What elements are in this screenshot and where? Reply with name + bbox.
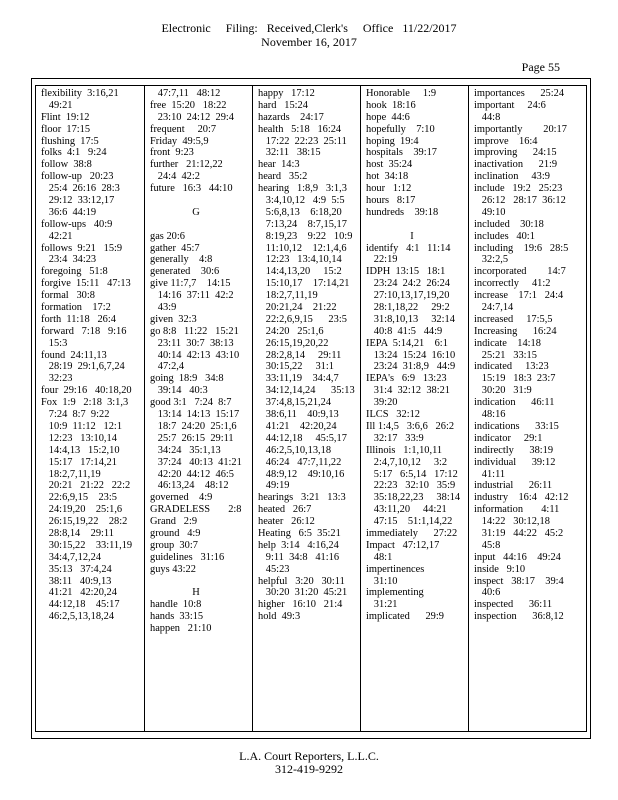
index-entry-line: 43:11,20 44:21	[366, 504, 447, 516]
index-entry-line: impertinences	[366, 563, 425, 575]
index-entry-line: hoping 19:4	[366, 135, 419, 147]
index-entry-line: 23:24 31:8,9 44:9	[366, 361, 456, 373]
index-entry-line: 14:16 37:11 42:2	[150, 290, 234, 302]
index-entry-line: give 11:7,7 14:15	[150, 278, 231, 290]
index-entry-line: good 3:1 7:24 8:7	[150, 397, 232, 409]
index-entry-line: implementing	[366, 587, 424, 599]
index-entry-line: free 15:20 18:22	[150, 99, 227, 111]
index-entry-line: forth 11:18 26:4	[41, 313, 116, 325]
index-entry-line: include 19:2 25:23	[474, 183, 563, 195]
index-entry-line: heard 35:2	[258, 171, 308, 183]
index-entry-line: immediately 27:22	[366, 527, 458, 539]
index-entry-line: 32:17 33:9	[366, 432, 424, 444]
index-entry-line: Friday 49:5,9	[150, 135, 209, 147]
index-column-4	[360, 86, 468, 731]
word-index-box	[31, 78, 591, 739]
index-entry-line: indications 33:15	[474, 420, 559, 432]
index-entry-line: 7:24 8:7 9:22	[41, 409, 110, 421]
index-entry-line: inactivation 21:9	[474, 159, 558, 171]
index-entry-line: hours 8:17	[366, 195, 416, 207]
index-entry-line: Ill 1:4,5 3:6,6 26:2	[366, 420, 455, 432]
index-entry-line: increase 17:1 24:4	[474, 290, 564, 302]
blank-line	[150, 219, 248, 231]
index-entry-line: 48:1	[366, 551, 393, 563]
index-entry-line: indicated 13:23	[474, 361, 549, 373]
index-entry-line: further 21:12,22	[150, 159, 223, 171]
index-entry-line: 24:19,20 25:1,6	[41, 504, 123, 516]
index-entry-line: 26:12 28:17 36:12	[474, 195, 566, 207]
index-entry-line: help 3:14 4:16,24	[258, 539, 339, 551]
index-entry-line: 44:8	[474, 111, 501, 123]
index-entry-line: 23:11 30:7 38:13	[150, 337, 234, 349]
index-entry-line: industry 16:4 42:12	[474, 492, 569, 504]
section-letter: I	[410, 230, 414, 242]
index-entry-line: folks 4:1 9:24	[41, 147, 107, 159]
index-entry-line: hospitals 39:17	[366, 147, 438, 159]
index-entry-line: inside 9:10	[474, 563, 526, 575]
index-entry-line: 31:8,10,13 32:14	[366, 313, 455, 325]
index-entry-line: 41:21 42:20,24	[258, 420, 337, 432]
index-entry-line: 41:11	[474, 468, 506, 480]
index-entry-line: 37:4,8,15,21,24	[258, 397, 332, 409]
index-entry-line: incorrectly 41:2	[474, 278, 551, 290]
index-entry-line: incorporated 14:7	[474, 266, 566, 278]
index-entry-line: 30:15,22 31:1	[258, 361, 334, 373]
index-entry-line: 14:22 30:12,18	[474, 516, 550, 528]
index-entry-line: 40:14 42:13 43:10	[150, 349, 240, 361]
index-entry-line: hold 49:3	[258, 611, 301, 623]
index-entry-line: 17:22 22:23 25:11	[258, 135, 347, 147]
index-entry-line: 35:18,22,23 38:14	[366, 492, 461, 504]
index-entry-line: 26:15,19,22 28:2	[41, 516, 128, 528]
index-entry-line: 49:19	[258, 480, 290, 492]
index-entry-line: 38:6,11 40:9,13	[258, 409, 339, 421]
index-column-2	[144, 86, 252, 731]
index-entry-line: 44:12,18 45:5,17	[258, 432, 347, 444]
index-entry-line: hope 44:6	[366, 111, 410, 123]
index-entry-line: 7:13,24 8:7,15,17	[258, 218, 347, 230]
index-entry-line: increased 17:5,5	[474, 313, 553, 325]
index-entry-line: heated 26:7	[258, 504, 312, 516]
index-entry-line: 13:14 14:13 15:17	[150, 409, 240, 421]
index-entry-line: 34:24 35:1,13	[150, 444, 221, 456]
index-entry-line: group 30:7	[150, 539, 198, 551]
index-entry-line: 13:24 15:24 16:10	[366, 349, 456, 361]
index-entry-line: importances 25:24	[474, 88, 565, 99]
index-entry-line: IEPA 5:14,21 6:1	[366, 337, 448, 349]
index-entry-line: 26:15,19,20,22	[258, 337, 329, 349]
blank-line	[150, 195, 248, 207]
reporter-company: L.A. Court Reporters, L.L.C.	[239, 749, 379, 763]
reporter-phone: 312-419-9292	[275, 762, 343, 776]
index-entry-line: generally 4:8	[150, 254, 213, 266]
index-entry-line: indicator 29:1	[474, 432, 543, 444]
index-entry-line: 49:21	[41, 99, 73, 111]
index-entry-line: 45:8	[474, 539, 501, 551]
index-entry-line: hearing 1:8,9 3:1,3	[258, 183, 347, 195]
index-entry-line: 36:6 44:19	[41, 206, 97, 218]
index-entry-line: 39:14 40:3	[150, 385, 208, 397]
index-entry-line: Increasing 16:24	[474, 325, 557, 337]
index-entry-line: 23:24 24:2 26:24	[366, 278, 450, 290]
index-entry-line: GRADELESS 2:8	[150, 504, 242, 516]
index-entry-line: 29:12 33:12,17	[41, 195, 115, 207]
index-entry-line: inspection 36:8,12	[474, 611, 564, 623]
index-entry-line: 9:11 34:8 41:16	[258, 551, 340, 563]
index-entry-line: four 29:16 40:18,20	[41, 385, 132, 397]
index-entry-line: flexibility 3:16,21	[41, 88, 119, 99]
index-entry-line: follow 38:8	[41, 159, 92, 171]
index-entry-line: improving 24:15	[474, 147, 557, 159]
index-entry-line: front 9:23	[150, 147, 194, 159]
index-entry-line: ILCS 32:12	[366, 409, 420, 421]
section-letter: H	[192, 587, 200, 599]
index-entry-line: Illinois 1:1,10,11	[366, 444, 443, 456]
index-column-3	[252, 86, 360, 731]
index-entry-line: inspect 38:17 39:4	[474, 575, 564, 587]
index-entry-line: follows 9:21 15:9	[41, 242, 123, 254]
index-entry-line: 12:23 13:10,14	[41, 432, 117, 444]
index-entry-line: 14:4,13 15:2,10	[41, 444, 120, 456]
index-entry-line: 32:2,5	[474, 254, 509, 266]
index-entry-line: 39:20	[366, 397, 398, 409]
index-entry-line: hundreds 39:18	[366, 206, 439, 218]
index-entry-line: 22:23 32:10 35:9	[366, 480, 456, 492]
index-entry-line: 46:2,5,13,18,24	[41, 611, 115, 623]
index-entry-line: 40:8 41:5 44:9	[366, 325, 443, 337]
index-entry-line: importantly 20:17	[474, 123, 567, 135]
index-entry-line: 20:21 21:22 22:2	[41, 480, 131, 492]
index-entry-line: 28:19 29:1,6,7,24	[41, 361, 125, 373]
index-entry-line: 34:12,14,24 35:13	[258, 385, 355, 397]
index-entry-line: going 18:9 34:8	[150, 373, 224, 385]
index-entry-line: 32:11 38:15	[258, 147, 321, 159]
index-entry-line: 23:10 24:12 29:4	[150, 111, 234, 123]
index-entry-line: 5:6,8,13 6:18,20	[258, 206, 342, 218]
index-entry-line: input 44:16 49:24	[474, 551, 561, 563]
index-entry-line: 24:4 42:2	[150, 171, 200, 183]
index-entry-line: 10:9 11:12 12:1	[41, 420, 123, 432]
blank-line	[150, 576, 248, 588]
index-entry-line: formal 30:8	[41, 290, 95, 302]
index-entry-line: 20:21,24 21:22	[258, 302, 337, 314]
index-entry-line: information 4:11	[474, 504, 560, 516]
index-entry-line: 38:11 40:9,13	[41, 575, 112, 587]
index-entry-line: higher 16:10 21:4	[258, 599, 343, 611]
index-entry-line: 23:4 34:23	[41, 254, 97, 266]
index-entry-line: 46:2,5,10,13,18	[258, 444, 332, 456]
index-entry-line: 18:2,7,11,19	[258, 290, 318, 302]
index-entry-line: 30:20 31:20 45:21	[258, 587, 348, 599]
index-entry-line: hear 14:3	[258, 159, 300, 171]
index-entry-line: forgive 15:11 47:13	[41, 278, 131, 290]
index-entry-line: 22:6,9,15 23:5	[41, 492, 117, 504]
index-entry-line: 49:10	[474, 206, 506, 218]
index-entry-line: 8:19,23 9:22 10:9	[258, 230, 353, 242]
index-entry-line: 44:12,18 45:17	[41, 599, 120, 611]
index-entry-line: hour 1:12	[366, 183, 412, 195]
index-entry-line: flushing 17:5	[41, 135, 99, 147]
index-entry-line: hook 18:16	[366, 99, 416, 111]
index-entry-line: improve 16:4	[474, 135, 538, 147]
index-entry-line: 46:24 47:7,11,22	[258, 456, 342, 468]
index-entry-line: heater 26:12	[258, 516, 315, 528]
index-entry-line: 48:9,12 49:10,16	[258, 468, 345, 480]
index-entry-line: 35:13 37:4,24	[41, 563, 112, 575]
blank-line	[366, 219, 464, 231]
index-entry-line: 25:7 26:15 29:11	[150, 432, 234, 444]
index-entry-line: industrial 26:11	[474, 480, 553, 492]
index-entry-line: follow-up 20:23	[41, 171, 114, 183]
word-index-grid	[35, 85, 587, 732]
index-entry-line: 47:7,11 48:12	[150, 88, 221, 99]
index-entry-line: 31:4 32:12 38:21	[366, 385, 450, 397]
index-entry-line: hard 15:24	[258, 99, 308, 111]
index-entry-line: handle 10:8	[150, 599, 202, 611]
index-entry-line: 22:2,6,9,15 23:5	[258, 313, 347, 325]
index-entry-line: Grand 2:9	[150, 516, 198, 528]
transcript-date: November 16, 2017	[261, 35, 357, 49]
index-entry-line: 42:21	[41, 230, 73, 242]
index-entry-line: 12:23 13:4,10,14	[258, 254, 342, 266]
index-entry-line: 40:6	[474, 587, 501, 599]
index-entry-line: 28:1,18,22 29:2	[366, 302, 450, 314]
index-entry-line: ground 4:9	[150, 527, 201, 539]
index-entry-line: 34:4,7,12,24	[41, 551, 102, 563]
index-entry-line: including 19:6 28:5	[474, 242, 569, 254]
index-entry-line: 43:9	[150, 302, 177, 314]
index-entry-line: frequent 20:7	[150, 123, 217, 135]
index-entry-line: individual 39:12	[474, 456, 556, 468]
index-entry-line: 42:20 44:12 46:5	[150, 468, 234, 480]
index-entry-line: implicated 29:9	[366, 611, 444, 623]
filing-stamp: Electronic Filing: Received,Clerk's Office 11/22/2017	[161, 21, 457, 35]
index-entry-line: foregoing 51:8	[41, 266, 108, 278]
index-entry-line: 18:2,7,11,19	[41, 468, 101, 480]
index-entry-line: IDPH 13:15 18:1	[366, 266, 446, 278]
index-entry-line: 14:4,13,20 15:2	[258, 266, 342, 278]
page-number: Page 55	[521, 60, 560, 74]
index-entry-line: helpful 3:20 30:11	[258, 575, 345, 587]
index-entry-line: 31:21	[366, 599, 398, 611]
index-entry-line: 45:23	[258, 563, 290, 575]
index-entry-line: 24:20 25:1,6	[258, 325, 324, 337]
index-entry-line: 24:7,14	[474, 302, 514, 314]
index-entry-line: 27:10,13,17,19,20	[366, 290, 450, 302]
index-entry-line: go 8:8 11:22 15:21	[150, 325, 239, 337]
index-entry-line: future 16:3 44:10	[150, 183, 233, 195]
index-entry-line: indication 46:11	[474, 397, 555, 409]
index-entry-line: 32:23	[41, 373, 73, 385]
index-entry-line: gas 20:6	[150, 230, 185, 242]
index-entry-line: 31:19 44:22 45:2	[474, 527, 564, 539]
index-column-5	[468, 86, 588, 731]
index-entry-line: given 32:3	[150, 313, 197, 325]
index-entry-line: hazards 24:17	[258, 111, 324, 123]
index-entry-line: 18:7 24:20 25:1,6	[150, 420, 237, 432]
index-entry-line: 31:10	[366, 575, 398, 587]
index-entry-line: health 5:18 16:24	[258, 123, 342, 135]
index-entry-line: governed 4:9	[150, 492, 213, 504]
index-entry-line: 28:8,14 29:11	[41, 527, 114, 539]
index-entry-line: hands 33:15	[150, 611, 204, 623]
index-entry-line: Heating 6:5 35:21	[258, 527, 341, 539]
index-entry-line: hopefully 7:10	[366, 123, 435, 135]
index-entry-line: 46:13,24 48:12	[150, 480, 229, 492]
index-entry-line: 28:2,8,14 29:11	[258, 349, 342, 361]
index-entry-line: 25:21 33:15	[474, 349, 537, 361]
index-entry-line: Impact 47:12,17	[366, 539, 440, 551]
index-entry-line: formation 17:2	[41, 302, 111, 314]
index-entry-line: 15:3	[41, 337, 68, 349]
index-entry-line: 2:4,7,10,12 3:2	[366, 456, 448, 468]
index-entry-line: included 30:18	[474, 218, 544, 230]
index-entry-line: guys 43:22	[150, 563, 196, 575]
index-entry-line: 3:4,10,12 4:9 5:5	[258, 195, 345, 207]
index-entry-line: gather 45:7	[150, 242, 200, 254]
index-entry-line: 33:11,19 34:4,7	[258, 373, 339, 385]
index-entry-line: 48:16	[474, 409, 506, 421]
index-entry-line: generated 30:6	[150, 266, 220, 278]
section-letter: G	[192, 206, 200, 218]
index-entry-line: host 35:24	[366, 159, 413, 171]
index-entry-line: 30:15,22 33:11,19	[41, 539, 133, 551]
index-entry-line: 30:20 31:9	[474, 385, 532, 397]
index-entry-line: hearings 3:21 13:3	[258, 492, 346, 504]
index-entry-line: 15:17 17:14,21	[41, 456, 117, 468]
index-entry-line: Fox 1:9 2:18 3:1,3	[41, 397, 129, 409]
index-entry-line: IEPA's 6:9 13:23	[366, 373, 447, 385]
index-entry-line: 47:2,4	[150, 361, 185, 373]
index-entry-line: 11:10,12 12:1,4,6	[258, 242, 347, 254]
index-entry-line: happy 17:12	[258, 88, 315, 99]
index-entry-line: Flint 19:12	[41, 111, 90, 123]
index-entry-line: follow-ups 40:9	[41, 218, 113, 230]
index-entry-line: Honorable 1:9	[366, 88, 437, 99]
index-entry-line: inclination 43:9	[474, 171, 550, 183]
index-entry-line: guidelines 31:16	[150, 551, 225, 563]
index-entry-line: hot 34:18	[366, 171, 409, 183]
index-entry-line: includes 40:1	[474, 230, 535, 242]
index-entry-line: happen 21:10	[150, 623, 212, 635]
index-entry-line: 5:17 6:5,14 17:12	[366, 468, 458, 480]
index-entry-line: 47:15 51:1,14,22	[366, 516, 453, 528]
index-entry-line: 37:24 40:13 41:21	[150, 456, 242, 468]
index-entry-line: identify 4:1 11:14	[366, 242, 451, 254]
index-entry-line: inspected 36:11	[474, 599, 553, 611]
index-entry-line: 25:4 26:16 28:3	[41, 183, 120, 195]
index-entry-line: 22:19	[366, 254, 398, 266]
index-entry-line: indirectly 38:19	[474, 444, 554, 456]
index-entry-line: found 24:11,13	[41, 349, 107, 361]
index-column-1	[36, 86, 144, 731]
index-entry-line: forward 7:18 9:16	[41, 325, 127, 337]
index-entry-line: 15:10,17 17:14,21	[258, 278, 350, 290]
index-entry-line: floor 17:15	[41, 123, 91, 135]
index-entry-line: 41:21 42:20,24	[41, 587, 117, 599]
index-entry-line: important 24:6	[474, 99, 546, 111]
index-entry-line: indicate 14:18	[474, 337, 541, 349]
index-entry-line: 15:19 18:3 23:7	[474, 373, 556, 385]
